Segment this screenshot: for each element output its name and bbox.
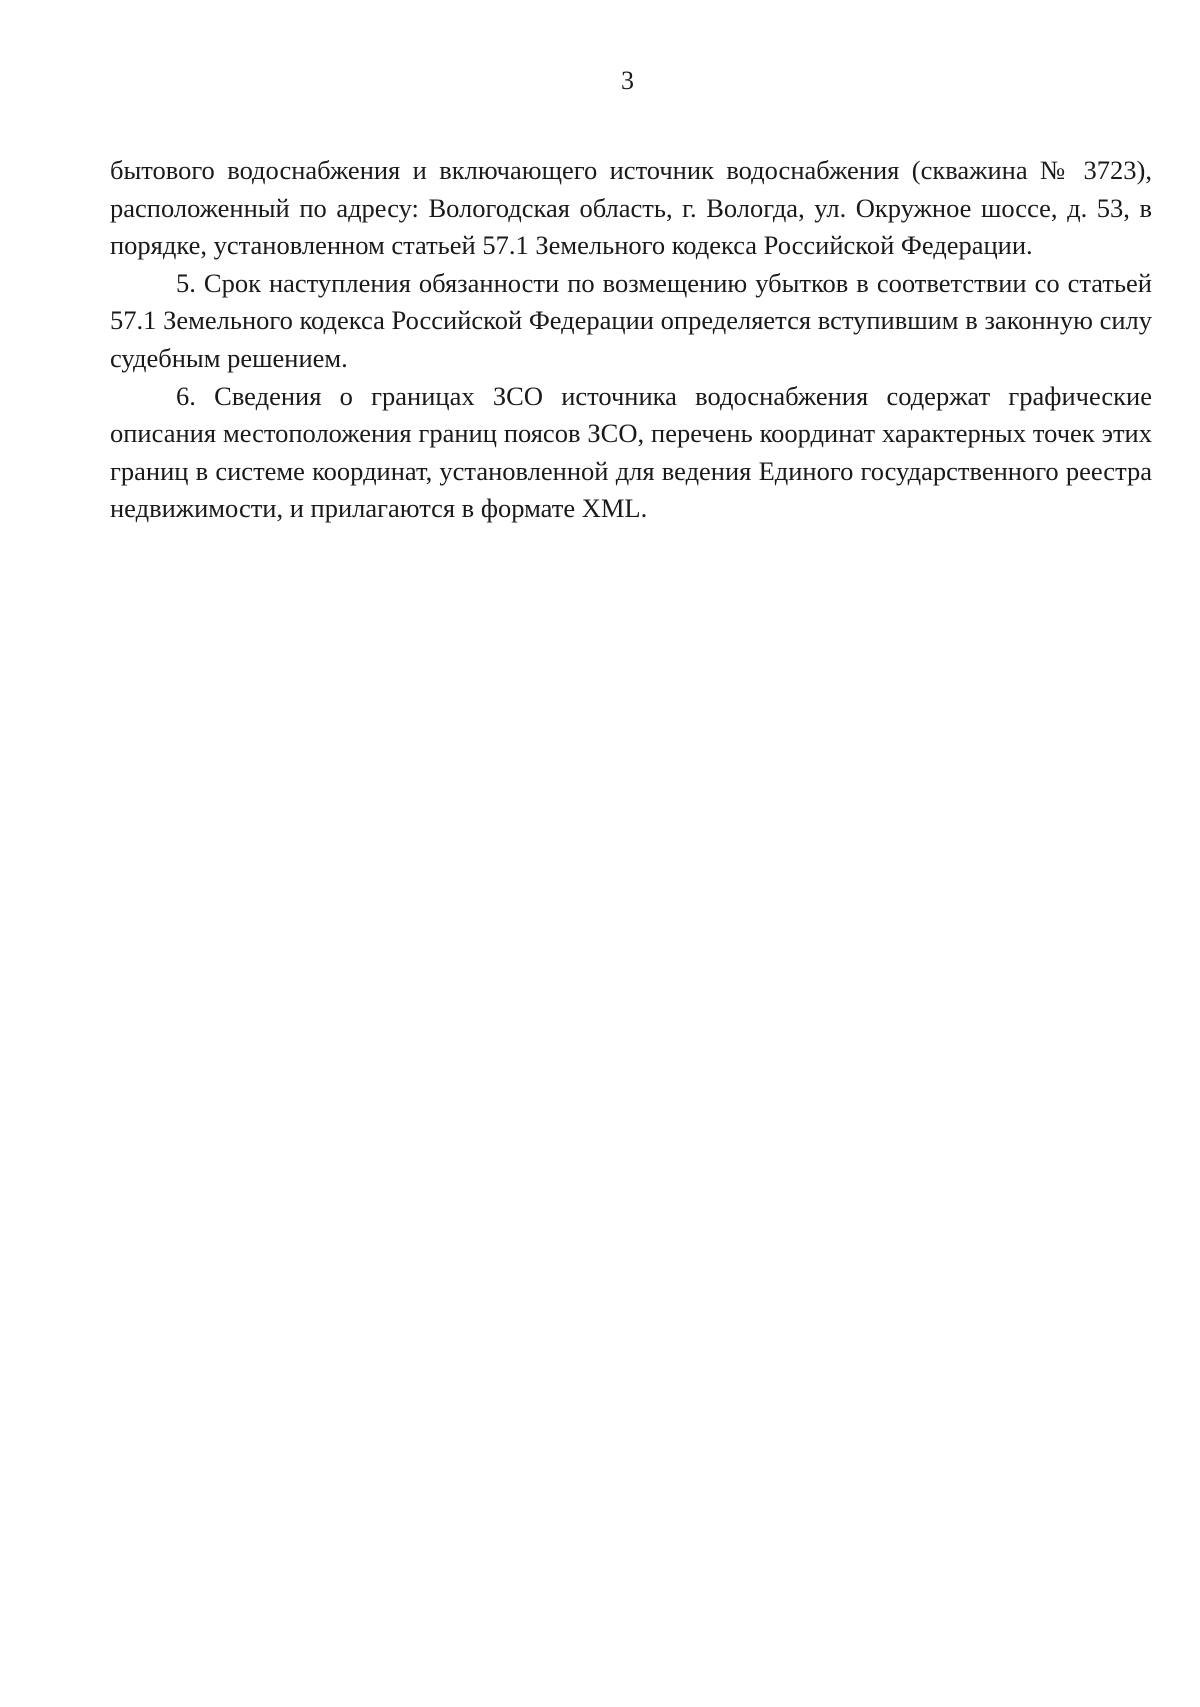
paragraph-item-6: 6. Сведения о границах ЗСО источника водоснабжения содержат графические описания местоположения границ поясов ЗСО, перечень координат характерных точек этих границ в системе координат, установленной для ведения Единого государственного реестра недвижимости, и прилагаются в формате XML. [110,380,1152,524]
paragraph-continuation: бытового водоснабжения и включающего источник водоснабжения (скважина № 3723), расположенный по адресу: Вологодская область, г. Вологда, ул. Окружное шоссе, д. 53, в порядке, установленном статьей 57.1 Земельного кодекса Российской Федерации. [110,155,1152,261]
page-number: 3 [621,66,634,95]
document-body [110,152,1152,528]
paragraph-item-5: 5. Срок наступления обязанности по возмещению убытков в соответствии со статьей 57.1 Земельного кодекса Российской Федерации определяется вступившим в законную силу судебным решением. [110,267,1152,373]
